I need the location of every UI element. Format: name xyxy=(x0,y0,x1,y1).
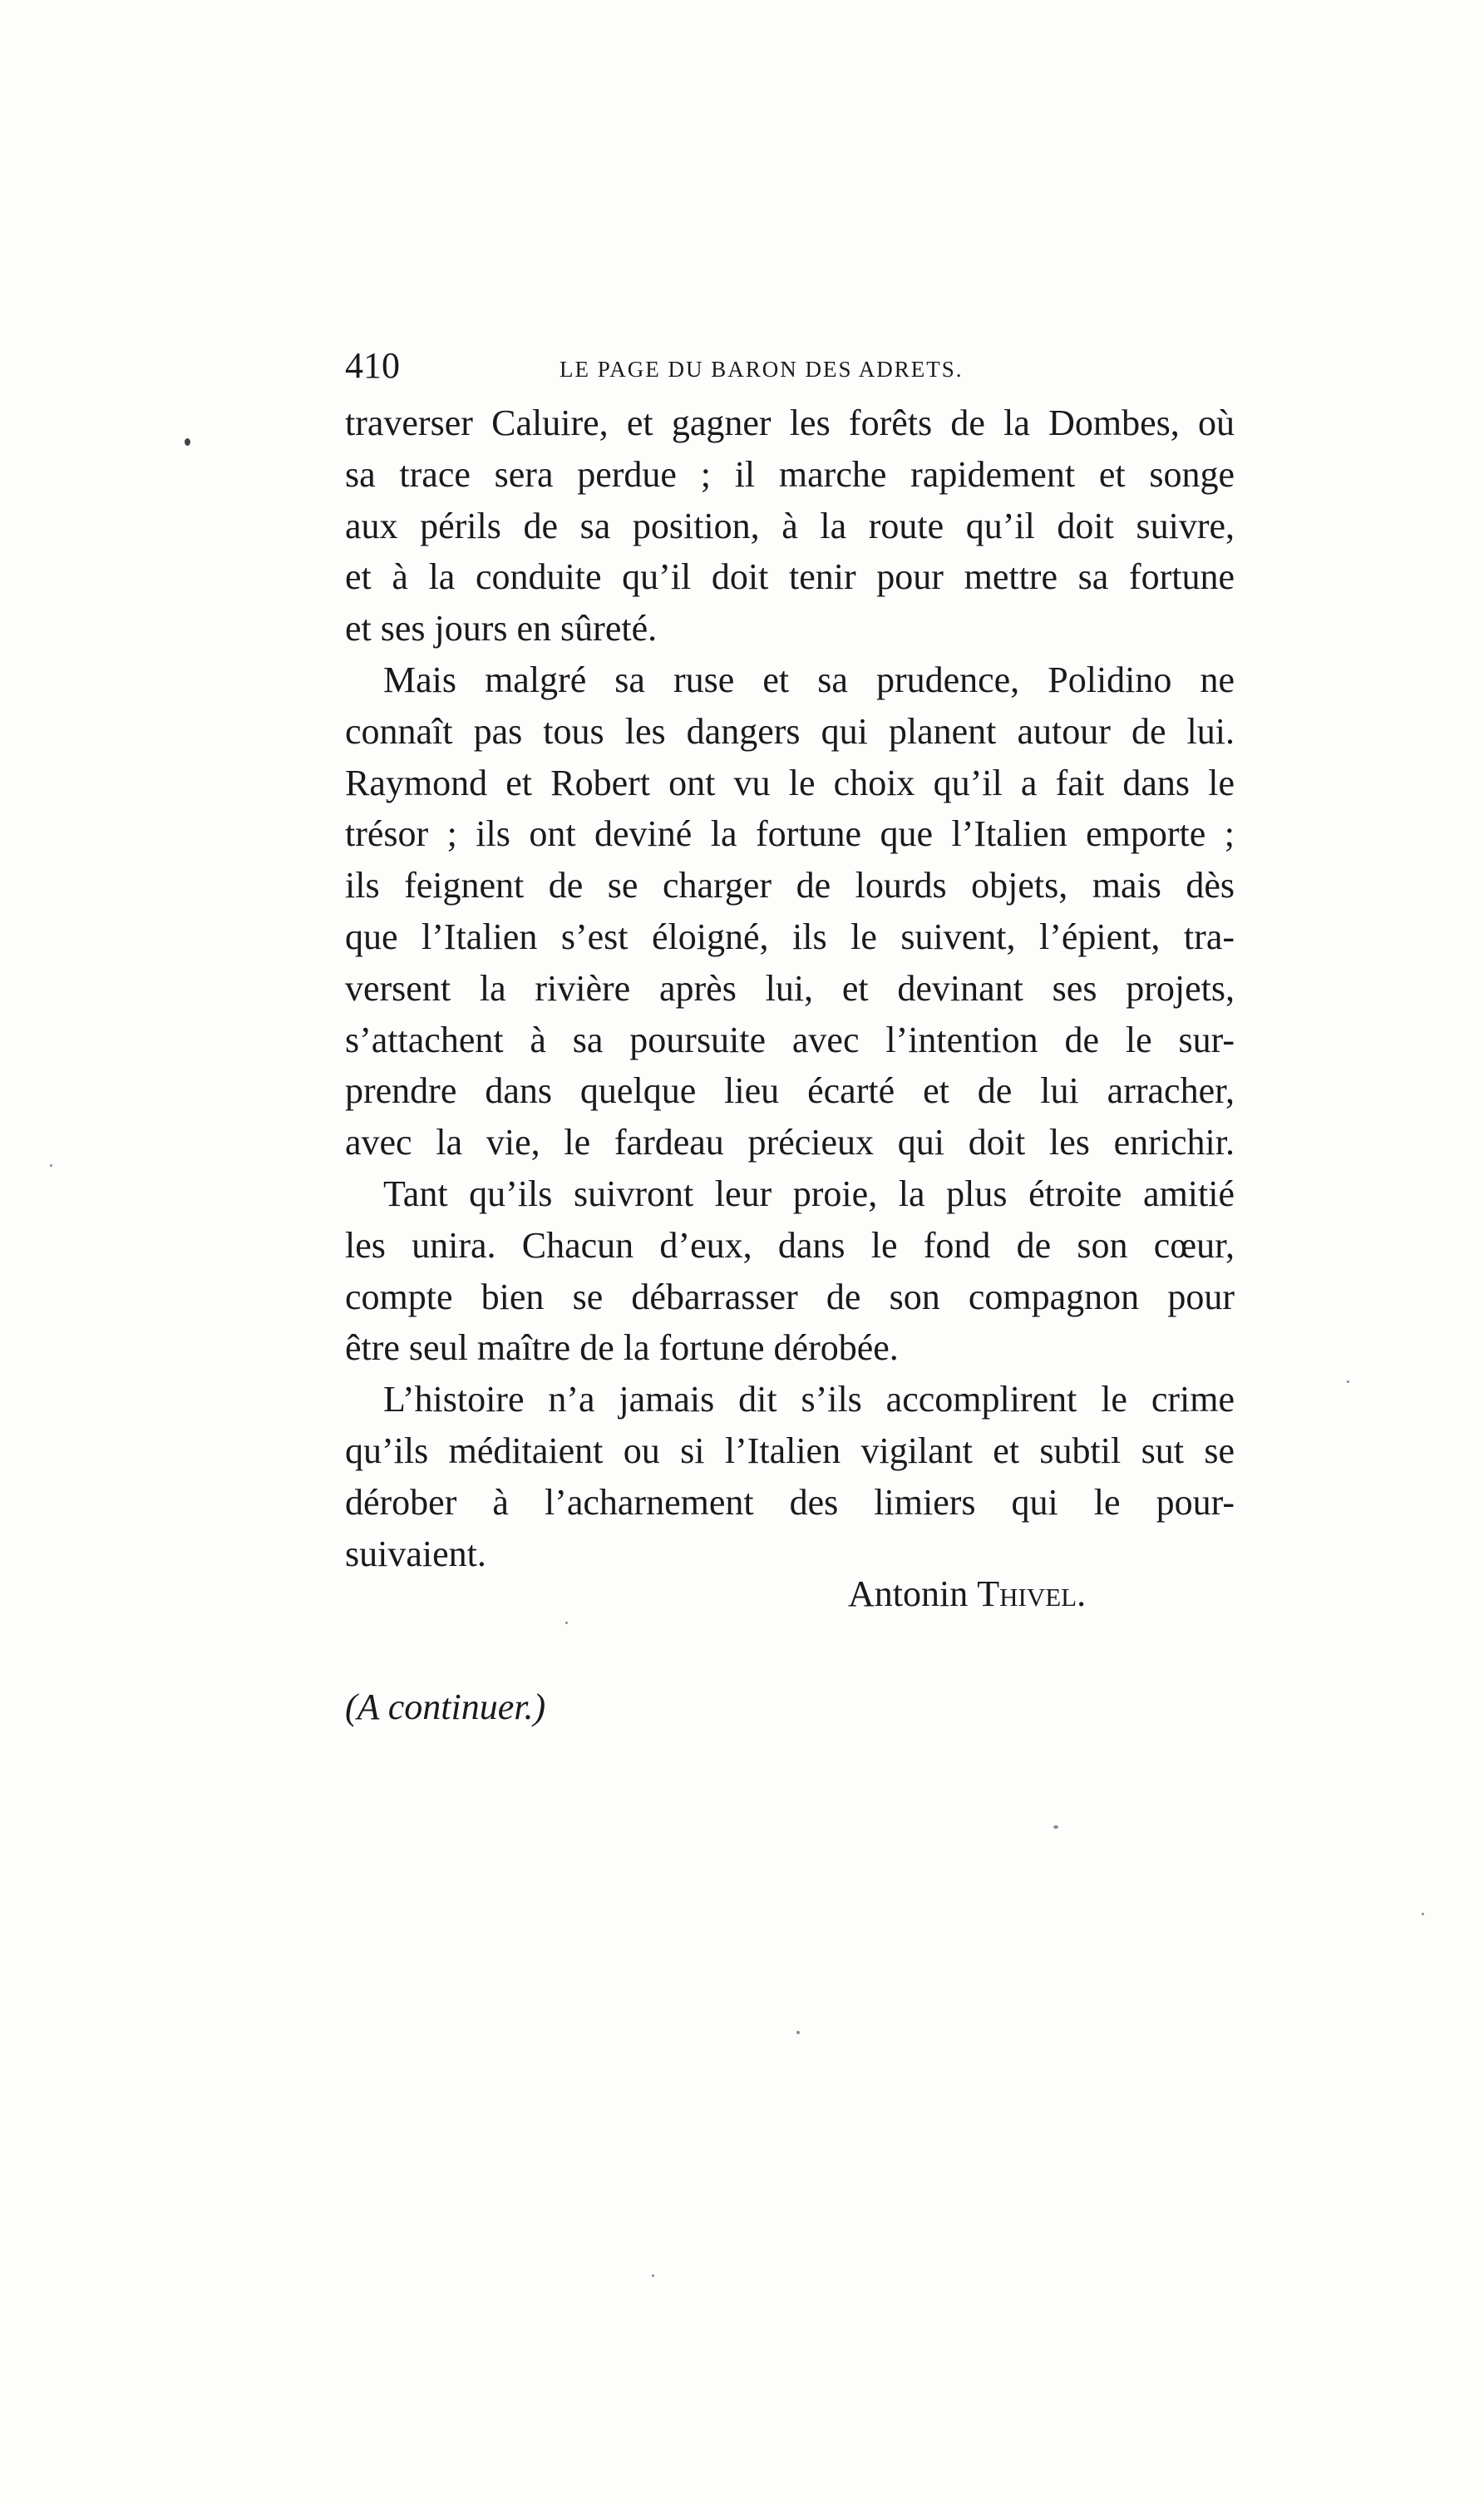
body-text xyxy=(345,398,1235,1579)
author-signature xyxy=(848,1568,1086,1620)
text-line: et ses jours en sûreté. xyxy=(345,608,658,649)
text-line: aux périls de sa position, à la route qu’il doit suivre, xyxy=(345,505,1235,546)
paper-speck xyxy=(50,1164,52,1167)
text-line: suivaient. xyxy=(345,1533,486,1574)
text-line: Mais malgré sa ruse et sa prudence, Polidino ne xyxy=(383,659,1235,700)
paper-speck xyxy=(652,2274,654,2277)
text-line: et à la conduite qu’il doit tenir pour mettre sa fortune xyxy=(345,556,1235,598)
text-line: que l’Italien s’est éloigné, ils le suivent, l’épient, tra- xyxy=(345,916,1235,957)
paper-speck xyxy=(796,2031,800,2034)
text-line: trésor ; ils ont deviné la fortune que l’Italien emporte ; xyxy=(345,813,1235,855)
page-header xyxy=(345,341,1235,391)
running-title: LE PAGE DU BARON DES ADRETS. xyxy=(560,357,964,382)
author-surname: Thivel. xyxy=(977,1573,1087,1614)
text-line: les unira. Chacun d’eux, dans le fond de son cœur, xyxy=(345,1224,1235,1266)
paper-speck xyxy=(1053,1825,1058,1829)
text-line: prendre dans quelque lieu écarté et de lui arracher, xyxy=(345,1070,1235,1112)
text-line: traverser Caluire, et gagner les forêts de la Dombes, où xyxy=(345,403,1235,443)
text-line: versent la rivière après lui, et devinant ses projets, xyxy=(345,967,1235,1009)
text-line: compte bien se débarrasser de son compagnon pour xyxy=(345,1276,1235,1317)
paper-speck xyxy=(1347,1380,1349,1383)
text-line: L’histoire n’a jamais dit s’ils accomplirent le crime xyxy=(383,1379,1235,1420)
text-line: avec la vie, le fardeau précieux qui doit les enrichir. xyxy=(345,1122,1235,1163)
paper-speck xyxy=(1422,1913,1424,1915)
paper-speck xyxy=(565,1622,568,1624)
author-first-name: Antonin xyxy=(848,1573,969,1614)
paper-speck xyxy=(185,438,190,446)
text-line: Tant qu’ils suivront leur proie, la plus étroite amitié xyxy=(383,1173,1235,1214)
text-line: être seul maître de la fortune dérobée. xyxy=(345,1327,899,1369)
continuation-note: (A continuer.) xyxy=(345,1687,546,1727)
text-line: qu’ils méditaient ou si l’Italien vigilant et subtil sut se xyxy=(345,1430,1235,1471)
text-line: s’attachent à sa poursuite avec l’intention de le sur- xyxy=(345,1019,1235,1060)
text-line: dérober à l’acharnement des limiers qui le pour- xyxy=(345,1481,1235,1523)
text-line: Raymond et Robert ont vu le choix qu’il a fait dans le xyxy=(345,762,1235,803)
text-line: connaît pas tous les dangers qui planent autour de lui. xyxy=(345,710,1235,752)
page-number: 410 xyxy=(345,345,400,386)
text-line: sa trace sera perdue ; il marche rapidement et songe xyxy=(345,453,1235,495)
text-line: ils feignent de se charger de lourds objets, mais dès xyxy=(345,865,1235,906)
